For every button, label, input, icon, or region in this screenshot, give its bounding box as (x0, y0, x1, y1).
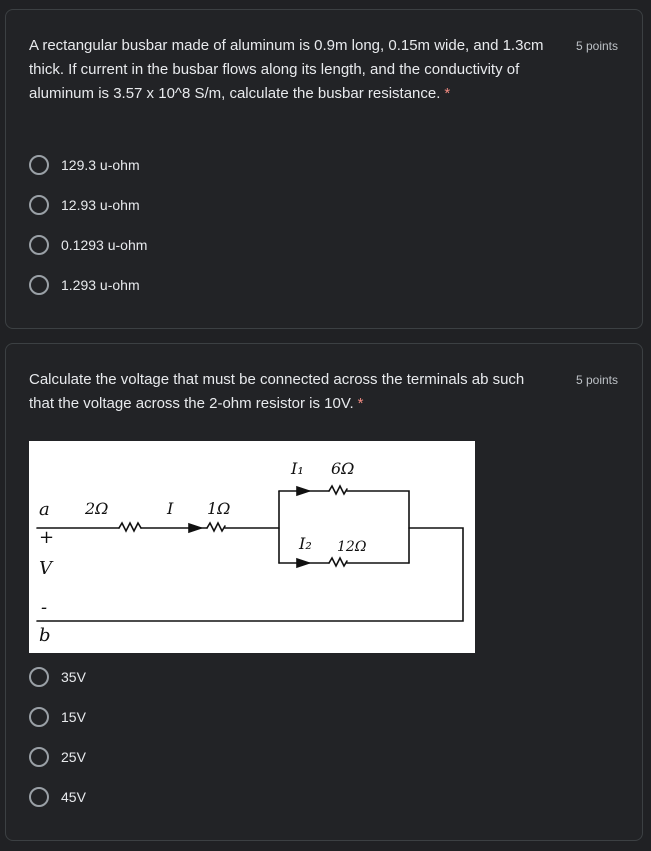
points-label: 5 points (575, 39, 618, 53)
resistor-12ohm (329, 558, 347, 566)
arrow-i2 (297, 559, 309, 567)
required-asterisk: * (357, 395, 364, 412)
option-4[interactable] (29, 786, 86, 808)
resistor-2ohm-label: 2Ω (85, 499, 109, 518)
question-card-1 (5, 9, 643, 329)
radio-button[interactable] (29, 235, 49, 255)
resistor-1ohm (207, 523, 225, 531)
question-text: Calculate the voltage that must be connected across the terminals ab such that the voltage across the 2-ohm resistor is 10V. * (29, 371, 525, 412)
option-label: 15V (61, 709, 86, 725)
resistor-6ohm-label: 6Ω (331, 459, 355, 478)
radio-button[interactable] (29, 747, 49, 767)
resistor-6ohm (329, 486, 347, 494)
radio-button[interactable] (29, 275, 49, 295)
option-label: 35V (61, 669, 86, 685)
voltage-label: V (39, 558, 52, 579)
option-label: 129.3 u-ohm (61, 157, 140, 173)
option-1[interactable] (29, 666, 86, 688)
radio-button[interactable] (29, 195, 49, 215)
circuit-diagram (29, 441, 475, 653)
current-i1-label: I₁ (291, 459, 304, 478)
option-1[interactable] (29, 154, 140, 176)
points-label: 5 points (575, 373, 618, 387)
current-i-label: I (167, 499, 174, 518)
minus-label: - (41, 597, 48, 618)
terminal-b-label: b (39, 625, 51, 646)
option-4[interactable] (29, 274, 140, 296)
option-label: 25V (61, 749, 86, 765)
radio-button[interactable] (29, 707, 49, 727)
option-3[interactable] (29, 746, 86, 768)
option-2[interactable] (29, 706, 86, 728)
current-i2-label: I₂ (299, 534, 312, 553)
option-2[interactable] (29, 194, 140, 216)
required-asterisk: * (444, 85, 451, 102)
resistor-12ohm-label: 12Ω (337, 539, 367, 555)
right-wire (37, 528, 463, 621)
radio-button[interactable] (29, 667, 49, 687)
option-label: 1.293 u-ohm (61, 277, 140, 293)
option-label: 12.93 u-ohm (61, 197, 140, 213)
resistor-1ohm-label: 1Ω (207, 499, 231, 518)
question-text: A rectangular busbar made of aluminum is 0.9m long, 0.15m wide, and 1.3cm thick. If current in the busbar flows along its length, and the conductivity of aluminum is 3.57 x 10^8 S/m, calculate the busbar resistance. * (29, 37, 544, 102)
resistor-2ohm (119, 523, 141, 531)
question-card-2 (5, 343, 643, 841)
option-label: 45V (61, 789, 86, 805)
option-3[interactable] (29, 234, 147, 256)
radio-button[interactable] (29, 787, 49, 807)
arrow-i1 (297, 487, 309, 495)
plus-label: + (39, 527, 55, 548)
terminal-a-label: a (39, 499, 50, 520)
radio-button[interactable] (29, 155, 49, 175)
option-label: 0.1293 u-ohm (61, 237, 148, 253)
arrow-i (189, 524, 201, 532)
